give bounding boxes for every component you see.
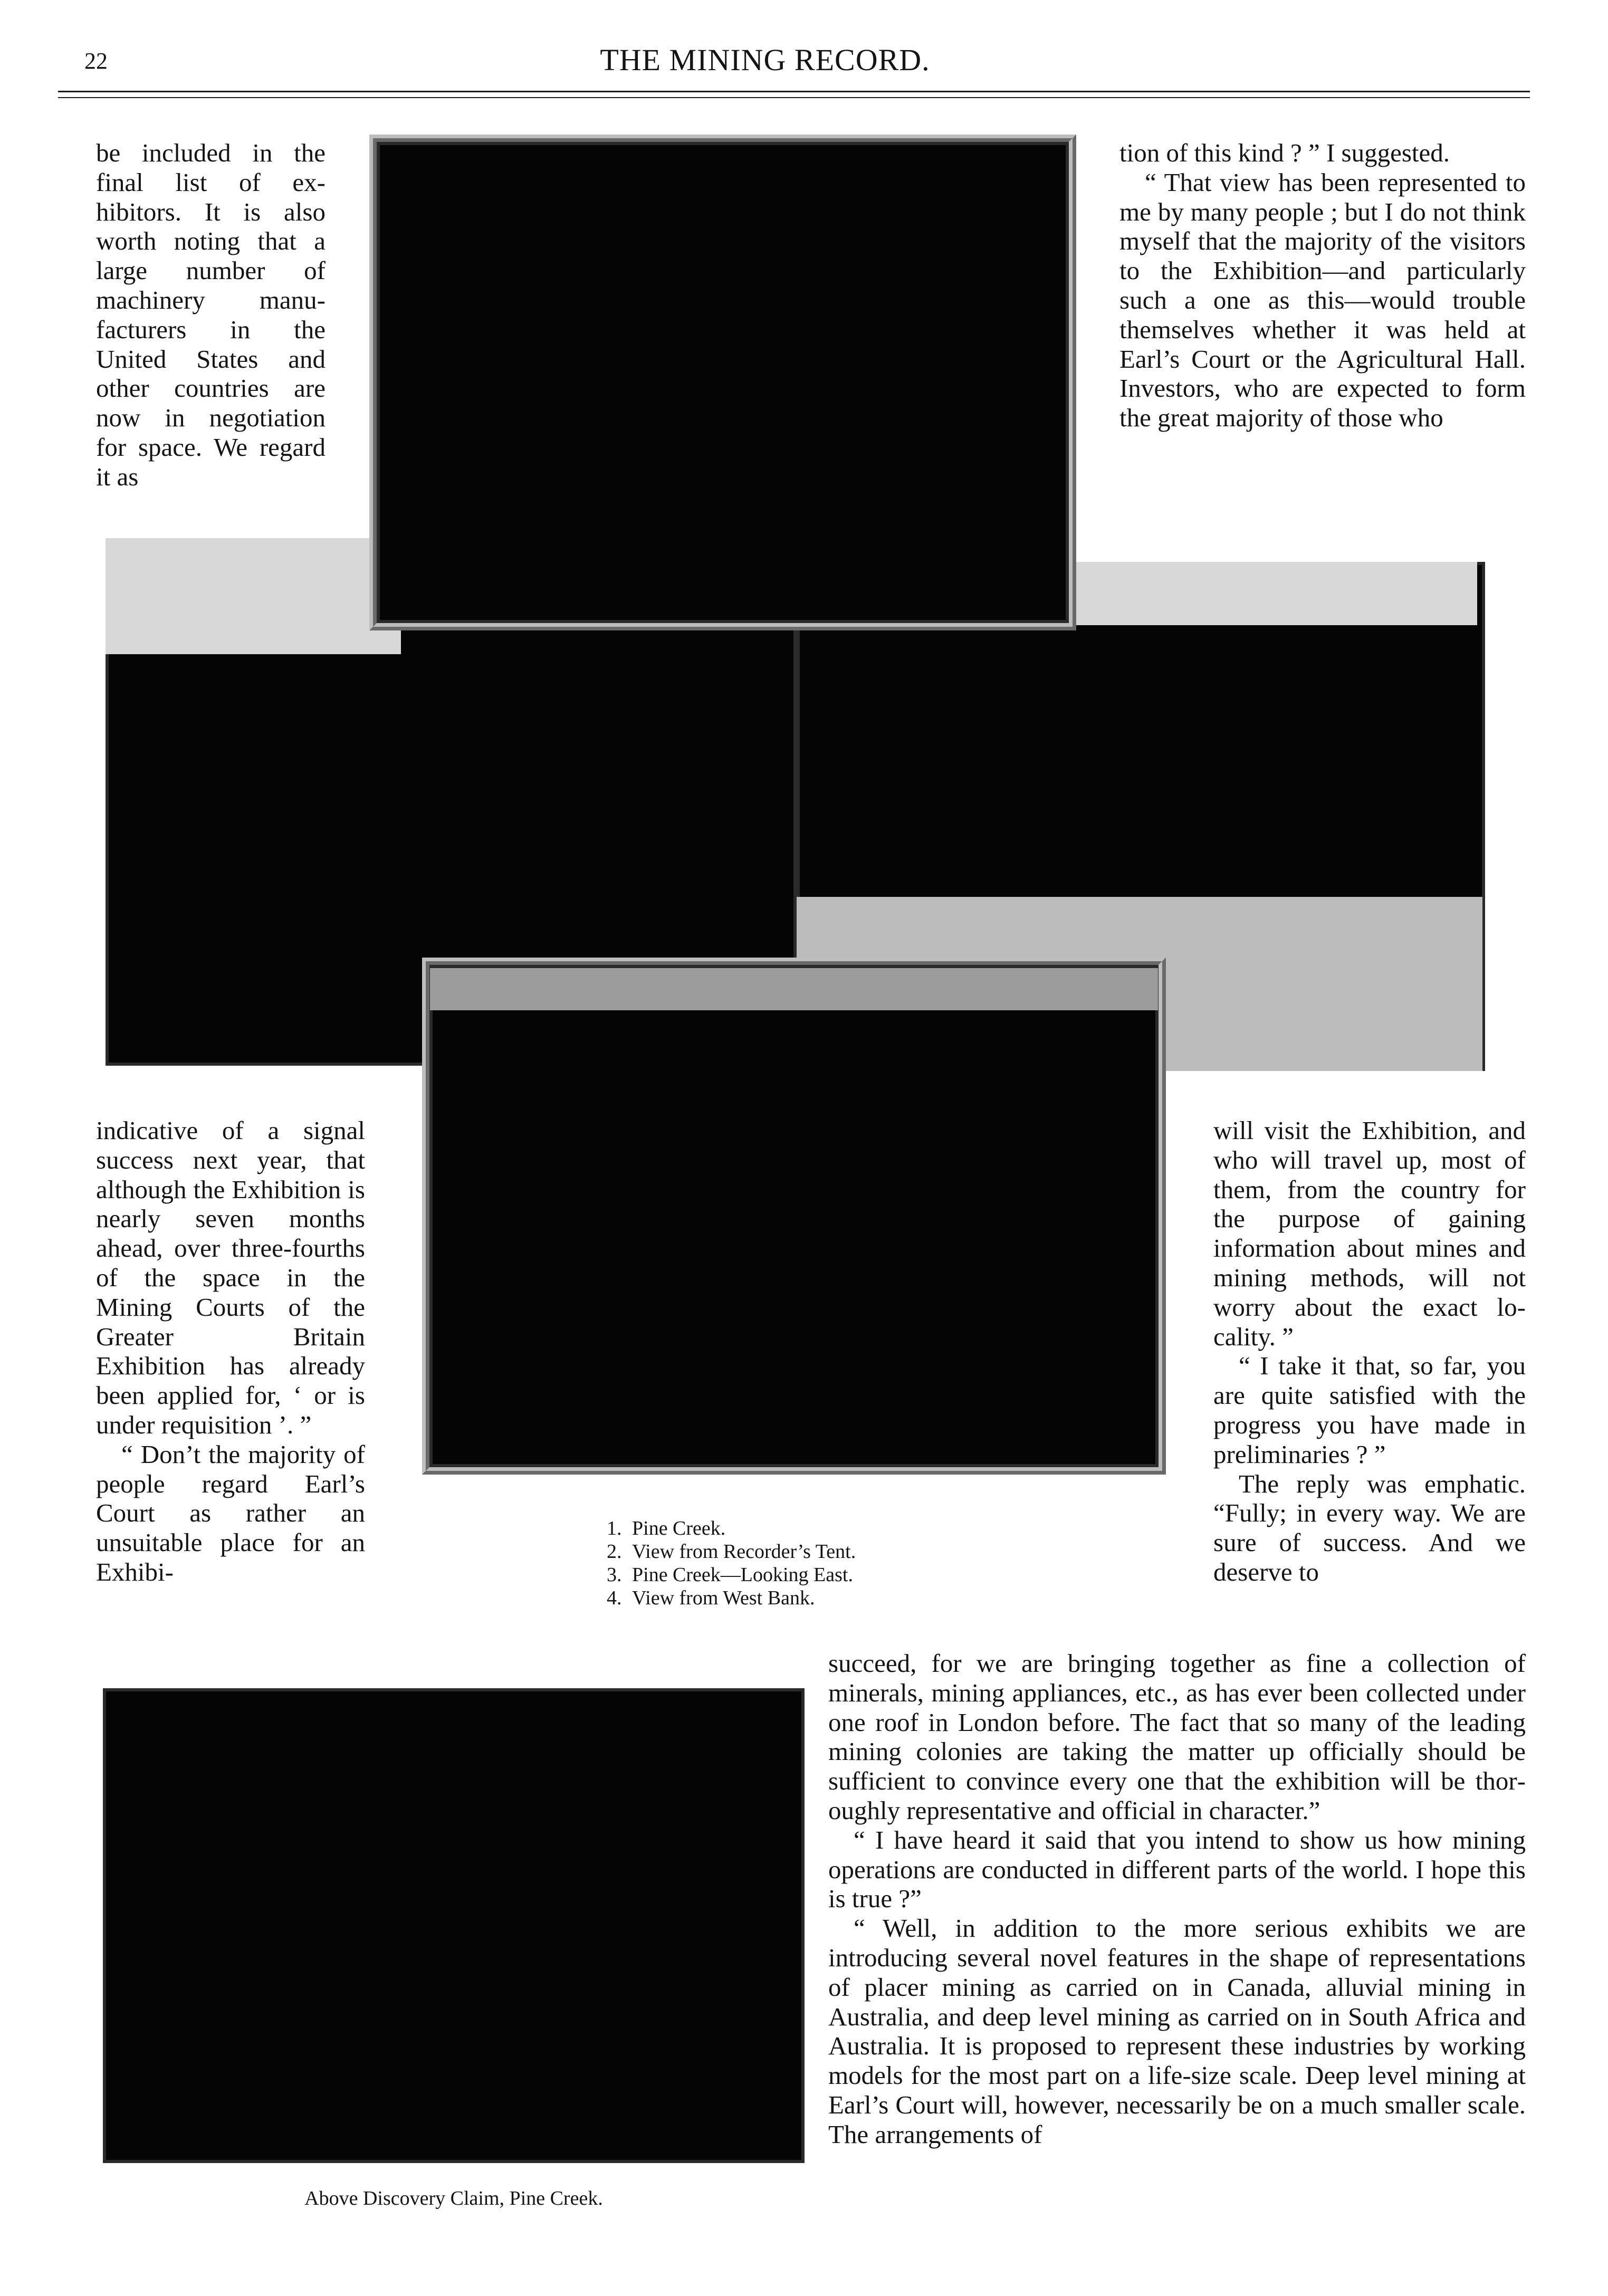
photo-caption-list xyxy=(607,1517,856,1610)
page-number: 22 xyxy=(84,48,108,74)
caption-item: 4. View from West Bank. xyxy=(607,1587,815,1609)
photo-ridge xyxy=(430,968,1158,1010)
photo-pine-creek xyxy=(369,135,1076,630)
paragraph: be included in the final list of exhibitors. It is also worth noting that a large number of machinery manufacturers in the United States and other countries are now in negotiation for space. We regard it as xyxy=(96,138,326,491)
caption-item: 1. Pine Creek. xyxy=(607,1517,726,1539)
text-column-right-top xyxy=(1119,138,1526,433)
header-rule xyxy=(58,97,1530,98)
paragraph: The reply was emphatic. “Fully; in every way. We are sure of success. And we deserve to xyxy=(1213,1469,1526,1586)
paragraph: succeed, for we are bringing together as fine a collection of minerals, mining appliances, etc., as has ever been collected under one roof in London before. The fact that so many of the leading mining colonies are taking the matter up officially should be sufficient to convince every one that the exhibition will be thoroughly representative and official in character.” xyxy=(828,1649,1526,1825)
paragraph: “ That view has been represented to me by many people ; but I do not think myself that the majority of the visitors to the Exhibition—and particularly such a one as this—would trouble themselves whether it was held at Earl’s Court or the Agricultural Hall. Investors, who are expected to form the great majority of those who xyxy=(1119,167,1526,433)
caption-item: 2. View from Recorder’s Tent. xyxy=(607,1541,856,1563)
text-column-right-bottom xyxy=(828,1649,1526,2149)
paragraph: indicative of a signal success next year, that although the Exhibition is nearly seven months ahead, over three-fourths of the space in the Mining Courts of the Greater Britain Exhibition has already been applied for, ‘ or is under requisition ’. ” xyxy=(96,1116,365,1439)
page-title: THE MINING RECORD. xyxy=(600,43,930,77)
photo-above-discovery-claim xyxy=(103,1688,805,2163)
photo-sky xyxy=(1076,562,1477,625)
header-rule xyxy=(58,91,1530,92)
paragraph: “ I have heard it said that you intend to show us how mining operations are conducted in different parts of the world. I hope this is true ?” xyxy=(828,1825,1526,1914)
paragraph: “ Well, in addition to the more serious exhibits we are introducing several novel features in the shape of representations of placer mining as carried on in Canada, alluvial mining in Australia, and deep level mining as carried on in South Africa and Australia. It is proposed to represent these industries by working models for the most part on a life-size scale. Deep level mining at Earl’s Court will, however, necessarily be on a much smaller scale. The arrangements of xyxy=(828,1914,1526,2149)
paragraph: tion of this kind ? ” I suggested. xyxy=(1119,138,1450,167)
paragraph: will visit the Exhibition, and who will travel up, most of them, from the country for the purpose of gaining information about mines and mining methods, will not worry about the exact locality. ” xyxy=(1213,1116,1526,1351)
paragraph: “ Don’t the majority of people regard Earl’s Court as rather an unsuitable place for an Exhibi- xyxy=(96,1439,365,1586)
photo-caption: Above Discovery Claim, Pine Creek. xyxy=(304,2187,603,2209)
caption-item: 3. Pine Creek—Looking East. xyxy=(607,1564,853,1586)
text-column-right-middle xyxy=(1213,1116,1526,1587)
text-column-left-middle xyxy=(96,1116,365,1587)
photo-view-from-west-bank xyxy=(422,958,1166,1475)
text-column-left-top xyxy=(96,138,326,492)
paragraph: “ I take it that, so far, you are quite satisfied with the progress you have made in preliminaries ? ” xyxy=(1213,1351,1526,1469)
photo-sky xyxy=(106,538,401,654)
